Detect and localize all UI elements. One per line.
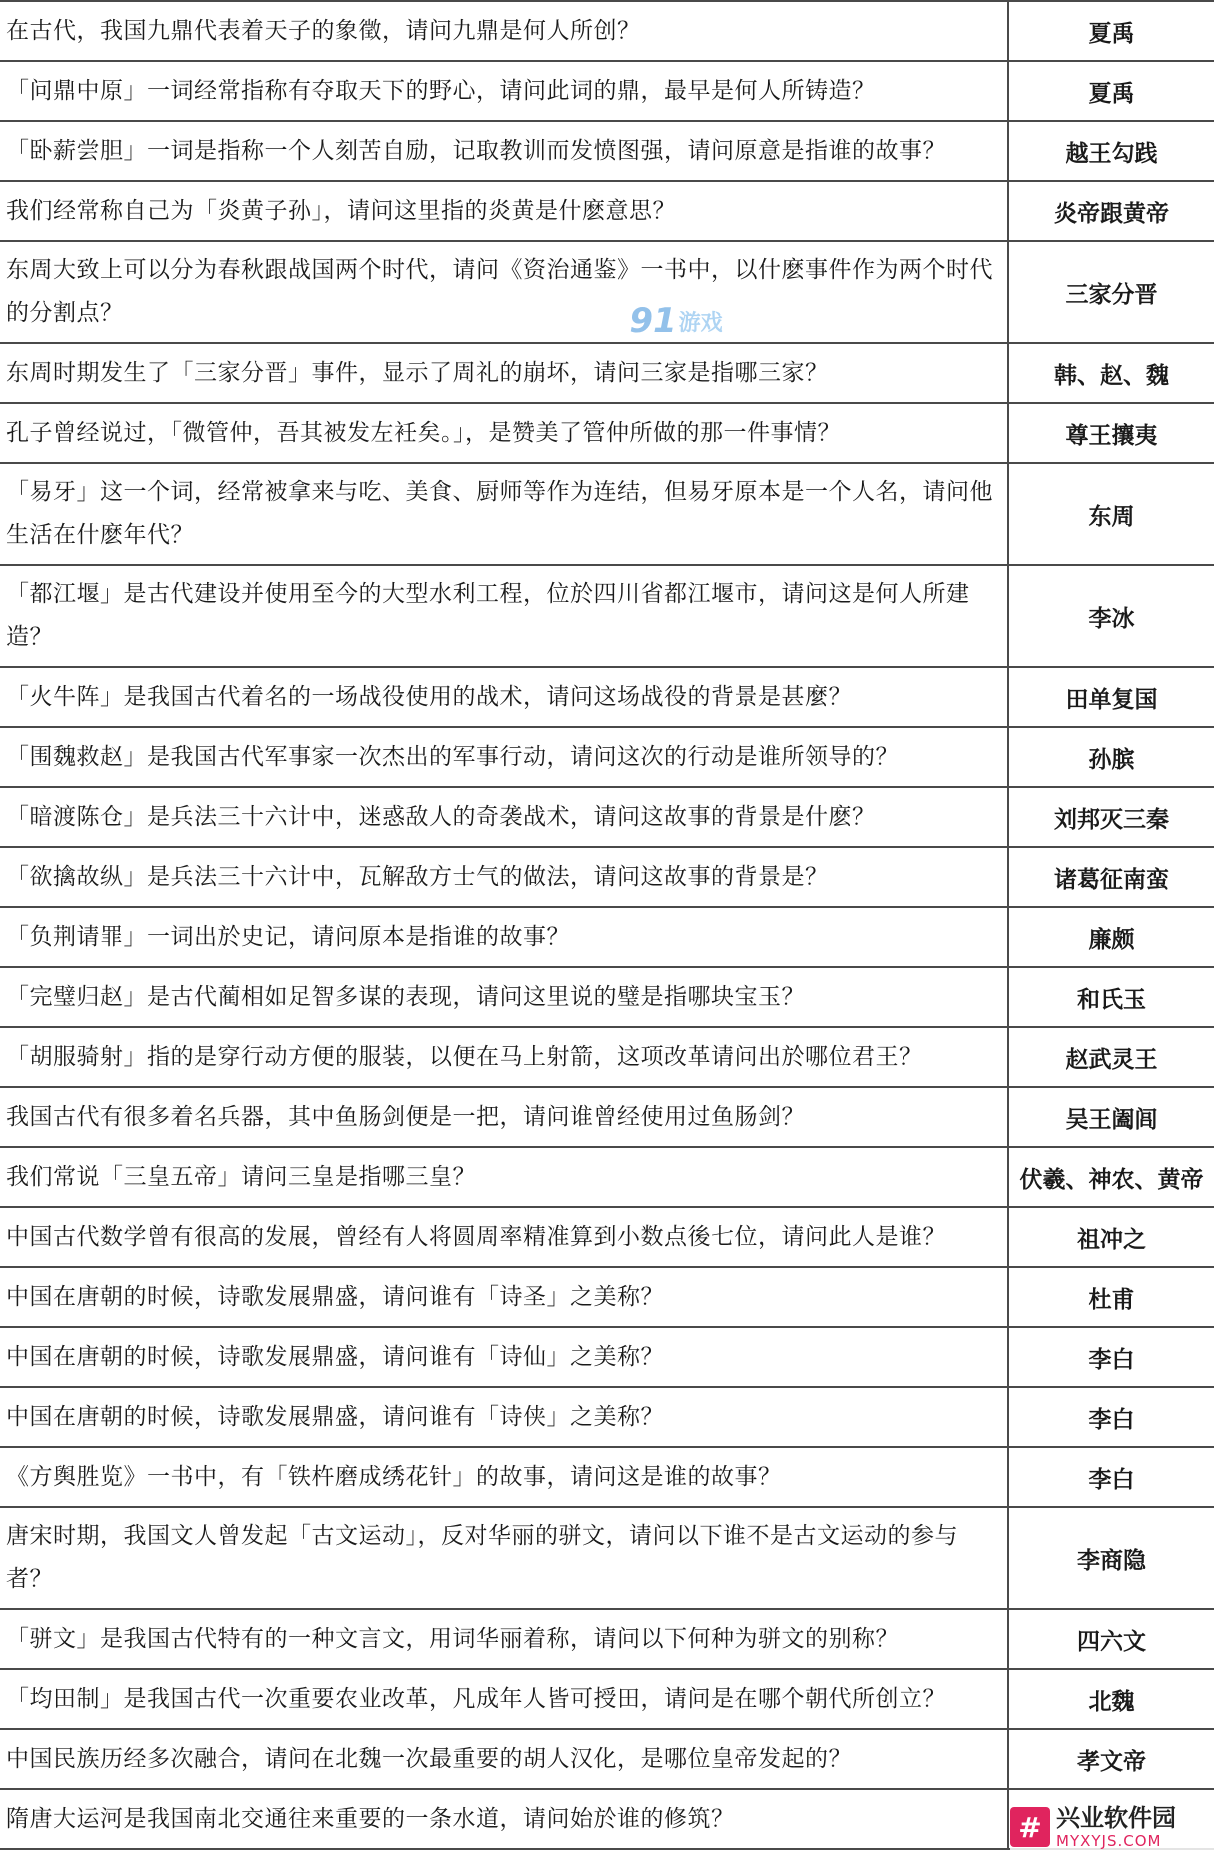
answer-cell: 李白	[1008, 1327, 1214, 1387]
answer-cell: 炎帝跟黄帝	[1008, 181, 1214, 241]
table-row	[0, 565, 1214, 667]
answer-cell: 田单复国	[1008, 667, 1214, 727]
answer-cell: 李冰	[1008, 565, 1214, 667]
question-cell: 孔子曾经说过，「微管仲，吾其被发左衽矣。」，是赞美了管仲所做的那一件事情？	[0, 403, 1008, 463]
qa-body	[0, 1, 1214, 1849]
answer-cell: 廉颇	[1008, 907, 1214, 967]
question-cell: 东周时期发生了「三家分晋」事件，显示了周礼的崩坏，请问三家是指哪三家？	[0, 343, 1008, 403]
question-cell: 「易牙」这一个词，经常被拿来与吃、美食、厨师等作为连结，但易牙原本是一个人名，请问他生活在什麽年代？	[0, 463, 1008, 565]
table-row	[0, 1087, 1214, 1147]
answer-cell: 尊王攘夷	[1008, 403, 1214, 463]
answer-cell: 孝文帝	[1008, 1729, 1214, 1789]
table-row	[0, 667, 1214, 727]
table-row	[0, 1267, 1214, 1327]
table-row	[0, 61, 1214, 121]
question-cell: 《方舆胜览》一书中，有「铁杵磨成绣花针」的故事，请问这是谁的故事？	[0, 1447, 1008, 1507]
question-cell: 「问鼎中原」一词经常指称有夺取天下的野心，请问此词的鼎，最早是何人所铸造？	[0, 61, 1008, 121]
table-row	[0, 907, 1214, 967]
question-cell: 中国在唐朝的时候，诗歌发展鼎盛，请问谁有「诗圣」之美称？	[0, 1267, 1008, 1327]
question-cell: 隋唐大运河是我国南北交通往来重要的一条水道，请问始於谁的修筑？	[0, 1789, 1008, 1849]
question-cell: 在古代，我国九鼎代表着天子的象徵，请问九鼎是何人所创？	[0, 1, 1008, 61]
answer-cell: 赵武灵王	[1008, 1027, 1214, 1087]
answer-cell: 三家分晋	[1008, 241, 1214, 343]
answer-cell: 东周	[1008, 463, 1214, 565]
table-row	[0, 1207, 1214, 1267]
brand-logo-icon: #	[1010, 1807, 1050, 1847]
table-row	[0, 787, 1214, 847]
question-cell: 唐宋时期，我国文人曾发起「古文运动」，反对华丽的骈文，请问以下谁不是古文运动的参与者？	[0, 1507, 1008, 1609]
question-cell: 我国古代有很多着名兵器，其中鱼肠剑便是一把，请问谁曾经使用过鱼肠剑？	[0, 1087, 1008, 1147]
question-cell: 「卧薪尝胆」一词是指称一个人刻苦自励，记取教训而发愤图强，请问原意是指谁的故事？	[0, 121, 1008, 181]
question-cell: 「均田制」是我国古代一次重要农业改革，凡成年人皆可授田，请问是在哪个朝代所创立？	[0, 1669, 1008, 1729]
answer-cell: 刘邦灭三秦	[1008, 787, 1214, 847]
watermark-91-text: 游戏	[678, 310, 723, 336]
answer-cell: 北魏	[1008, 1669, 1214, 1729]
question-cell: 「骈文」是我国古代特有的一种文言文，用词华丽着称，请问以下何种为骈文的别称？	[0, 1609, 1008, 1669]
table-row	[0, 1507, 1214, 1609]
answer-cell: 四六文	[1008, 1609, 1214, 1669]
question-cell: 中国民族历经多次融合，请问在北魏一次最重要的胡人汉化，是哪位皇帝发起的？	[0, 1729, 1008, 1789]
table-row	[0, 1669, 1214, 1729]
table-row	[0, 847, 1214, 907]
table-row	[0, 121, 1214, 181]
answer-cell: 杜甫	[1008, 1267, 1214, 1327]
answer-cell: 李白	[1008, 1447, 1214, 1507]
table-row	[0, 1027, 1214, 1087]
table-row	[0, 241, 1214, 343]
answer-cell: 李白	[1008, 1387, 1214, 1447]
table-row	[0, 967, 1214, 1027]
answer-cell: 伏羲、神农、黄帝	[1008, 1147, 1214, 1207]
question-cell: 「围魏救赵」是我国古代军事家一次杰出的军事行动，请问这次的行动是谁所领导的？	[0, 727, 1008, 787]
question-cell: 中国在唐朝的时候，诗歌发展鼎盛，请问谁有「诗仙」之美称？	[0, 1327, 1008, 1387]
watermark-brand	[1010, 1795, 1214, 1859]
question-cell: 我们经常称自己为「炎黄子孙」，请问这里指的炎黄是什麽意思？	[0, 181, 1008, 241]
answer-cell: 夏禹	[1008, 1, 1214, 61]
table-row	[0, 1, 1214, 61]
answer-cell: 夏禹	[1008, 61, 1214, 121]
answer-cell: 孙膑	[1008, 727, 1214, 787]
table-row	[0, 1147, 1214, 1207]
table-row	[0, 1729, 1214, 1789]
table-row	[0, 727, 1214, 787]
question-cell: 我们常说「三皇五帝」请问三皇是指哪三皇？	[0, 1147, 1008, 1207]
table-row	[0, 181, 1214, 241]
brand-name: 兴业软件园	[1056, 1804, 1176, 1832]
table-row	[0, 1447, 1214, 1507]
table-row	[0, 1609, 1214, 1669]
answer-cell: 和氏玉	[1008, 967, 1214, 1027]
question-cell: 「完璧归赵」是古代蔺相如足智多谋的表现，请问这里说的璧是指哪块宝玉？	[0, 967, 1008, 1027]
question-cell: 「胡服骑射」指的是穿行动方便的服装，以便在马上射箭，这项改革请问出於哪位君王？	[0, 1027, 1008, 1087]
answer-cell: 李商隐	[1008, 1507, 1214, 1609]
table-row	[0, 1327, 1214, 1387]
watermark-91-number: 91	[629, 301, 677, 341]
question-cell: 「欲擒故纵」是兵法三十六计中，瓦解敌方士气的做法，请问这故事的背景是？	[0, 847, 1008, 907]
watermark-91game	[628, 298, 724, 344]
question-cell: 「都江堰」是古代建设并使用至今的大型水利工程，位於四川省都江堰市，请问这是何人所建造？	[0, 565, 1008, 667]
question-cell: 中国在唐朝的时候，诗歌发展鼎盛，请问谁有「诗侠」之美称？	[0, 1387, 1008, 1447]
brand-names	[1056, 1804, 1176, 1850]
answer-cell: 吴王阖闾	[1008, 1087, 1214, 1147]
answer-cell: 诸葛征南蛮	[1008, 847, 1214, 907]
table-row	[0, 343, 1214, 403]
table-row	[0, 1387, 1214, 1447]
question-cell: 「负荆请罪」一词出於史记，请问原本是指谁的故事？	[0, 907, 1008, 967]
question-cell: 「火牛阵」是我国古代着名的一场战役使用的战术，请问这场战役的背景是甚麼？	[0, 667, 1008, 727]
question-cell: 中国古代数学曾有很高的发展，曾经有人将圆周率精准算到小数点後七位，请问此人是谁？	[0, 1207, 1008, 1267]
answer-cell: 韩、赵、魏	[1008, 343, 1214, 403]
table-row	[0, 403, 1214, 463]
answer-cell: 越王勾践	[1008, 121, 1214, 181]
answer-cell: 祖冲之	[1008, 1207, 1214, 1267]
question-cell: 东周大致上可以分为春秋跟战国两个时代，请问《资治通鉴》一书中，以什麽事件作为两个时代的分割点？	[0, 241, 1008, 343]
table-row	[0, 463, 1214, 565]
question-cell: 「暗渡陈仓」是兵法三十六计中，迷惑敌人的奇袭战术，请问这故事的背景是什麽？	[0, 787, 1008, 847]
brand-url: MYXYJS.COM	[1056, 1832, 1162, 1850]
